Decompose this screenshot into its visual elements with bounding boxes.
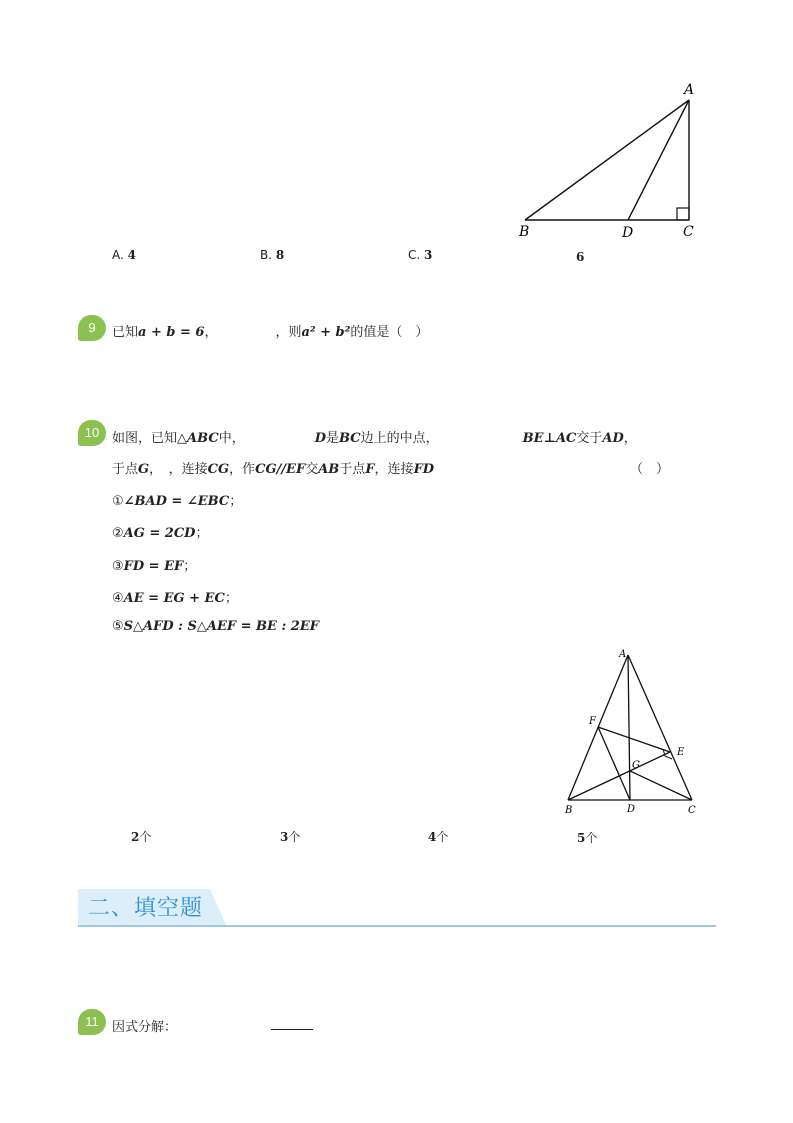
- label-b: B: [519, 224, 530, 240]
- triangle-figure-1: [510, 78, 710, 248]
- q10-line-2: 于点G， ，连接CG，作CG//EF交AB于点F，连接FD: [112, 462, 435, 477]
- label-c: C: [683, 224, 694, 240]
- q10-line-1: 如图，已知△ABC中， D是BC边上的中点， BE⊥AC交于AD，: [112, 431, 637, 446]
- side-ac: [628, 655, 692, 800]
- triangle-figure-2: [555, 640, 710, 820]
- segment-fe: [598, 727, 670, 752]
- q10-option-a[interactable]: 2个: [131, 830, 152, 844]
- label-d: D: [622, 225, 634, 241]
- section-divider: [78, 925, 716, 927]
- q10-option-c[interactable]: 4个: [428, 830, 449, 844]
- side-ba: [525, 100, 689, 220]
- q10-statement-4: ④AE = EG + EC；: [112, 591, 238, 606]
- q8-option-b[interactable]: B. 8: [260, 248, 285, 262]
- q11-answer-blank[interactable]: [271, 1029, 313, 1030]
- label-a: A: [684, 82, 695, 98]
- q8-option-a[interactable]: A. 4: [112, 248, 136, 262]
- q10-statement-5: ⑤S△AFD : S△AEF = BE : 2EF: [112, 619, 319, 634]
- q9-badge: 9: [78, 315, 106, 341]
- label-f: F: [589, 716, 596, 727]
- segment-ad: [628, 655, 630, 800]
- segment-cg: [630, 771, 692, 800]
- segment-fd: [598, 727, 630, 800]
- label-a: A: [619, 649, 627, 660]
- q8-option-d[interactable]: 6: [576, 250, 585, 264]
- q10-statement-2: ②AG = 2CD；: [112, 526, 209, 541]
- section-title: 二、填空题: [88, 896, 204, 921]
- label-c: C: [688, 805, 696, 816]
- label-d: D: [627, 804, 636, 815]
- label-g: G: [632, 760, 640, 771]
- label-e: E: [677, 747, 685, 758]
- q11-badge: 11: [78, 1009, 106, 1035]
- q10-answer-paren: （ ）: [630, 462, 670, 477]
- q10-statement-1: ①∠BAD = ∠EBC；: [112, 494, 243, 509]
- q9-text: 已知a + b = 6， ，则a² + b²的值是（ ）: [112, 325, 429, 340]
- segment-ad: [628, 100, 689, 220]
- q10-option-d[interactable]: 5个: [577, 831, 598, 845]
- q11-text: 因式分解：: [112, 1020, 178, 1035]
- q8-option-c[interactable]: C. 3: [408, 248, 433, 262]
- right-angle-mark: [677, 208, 689, 220]
- q10-statement-3: ③FD = EF；: [112, 559, 197, 574]
- q10-option-b[interactable]: 3个: [280, 830, 301, 844]
- q10-badge: 10: [78, 420, 106, 446]
- label-b: B: [565, 805, 573, 816]
